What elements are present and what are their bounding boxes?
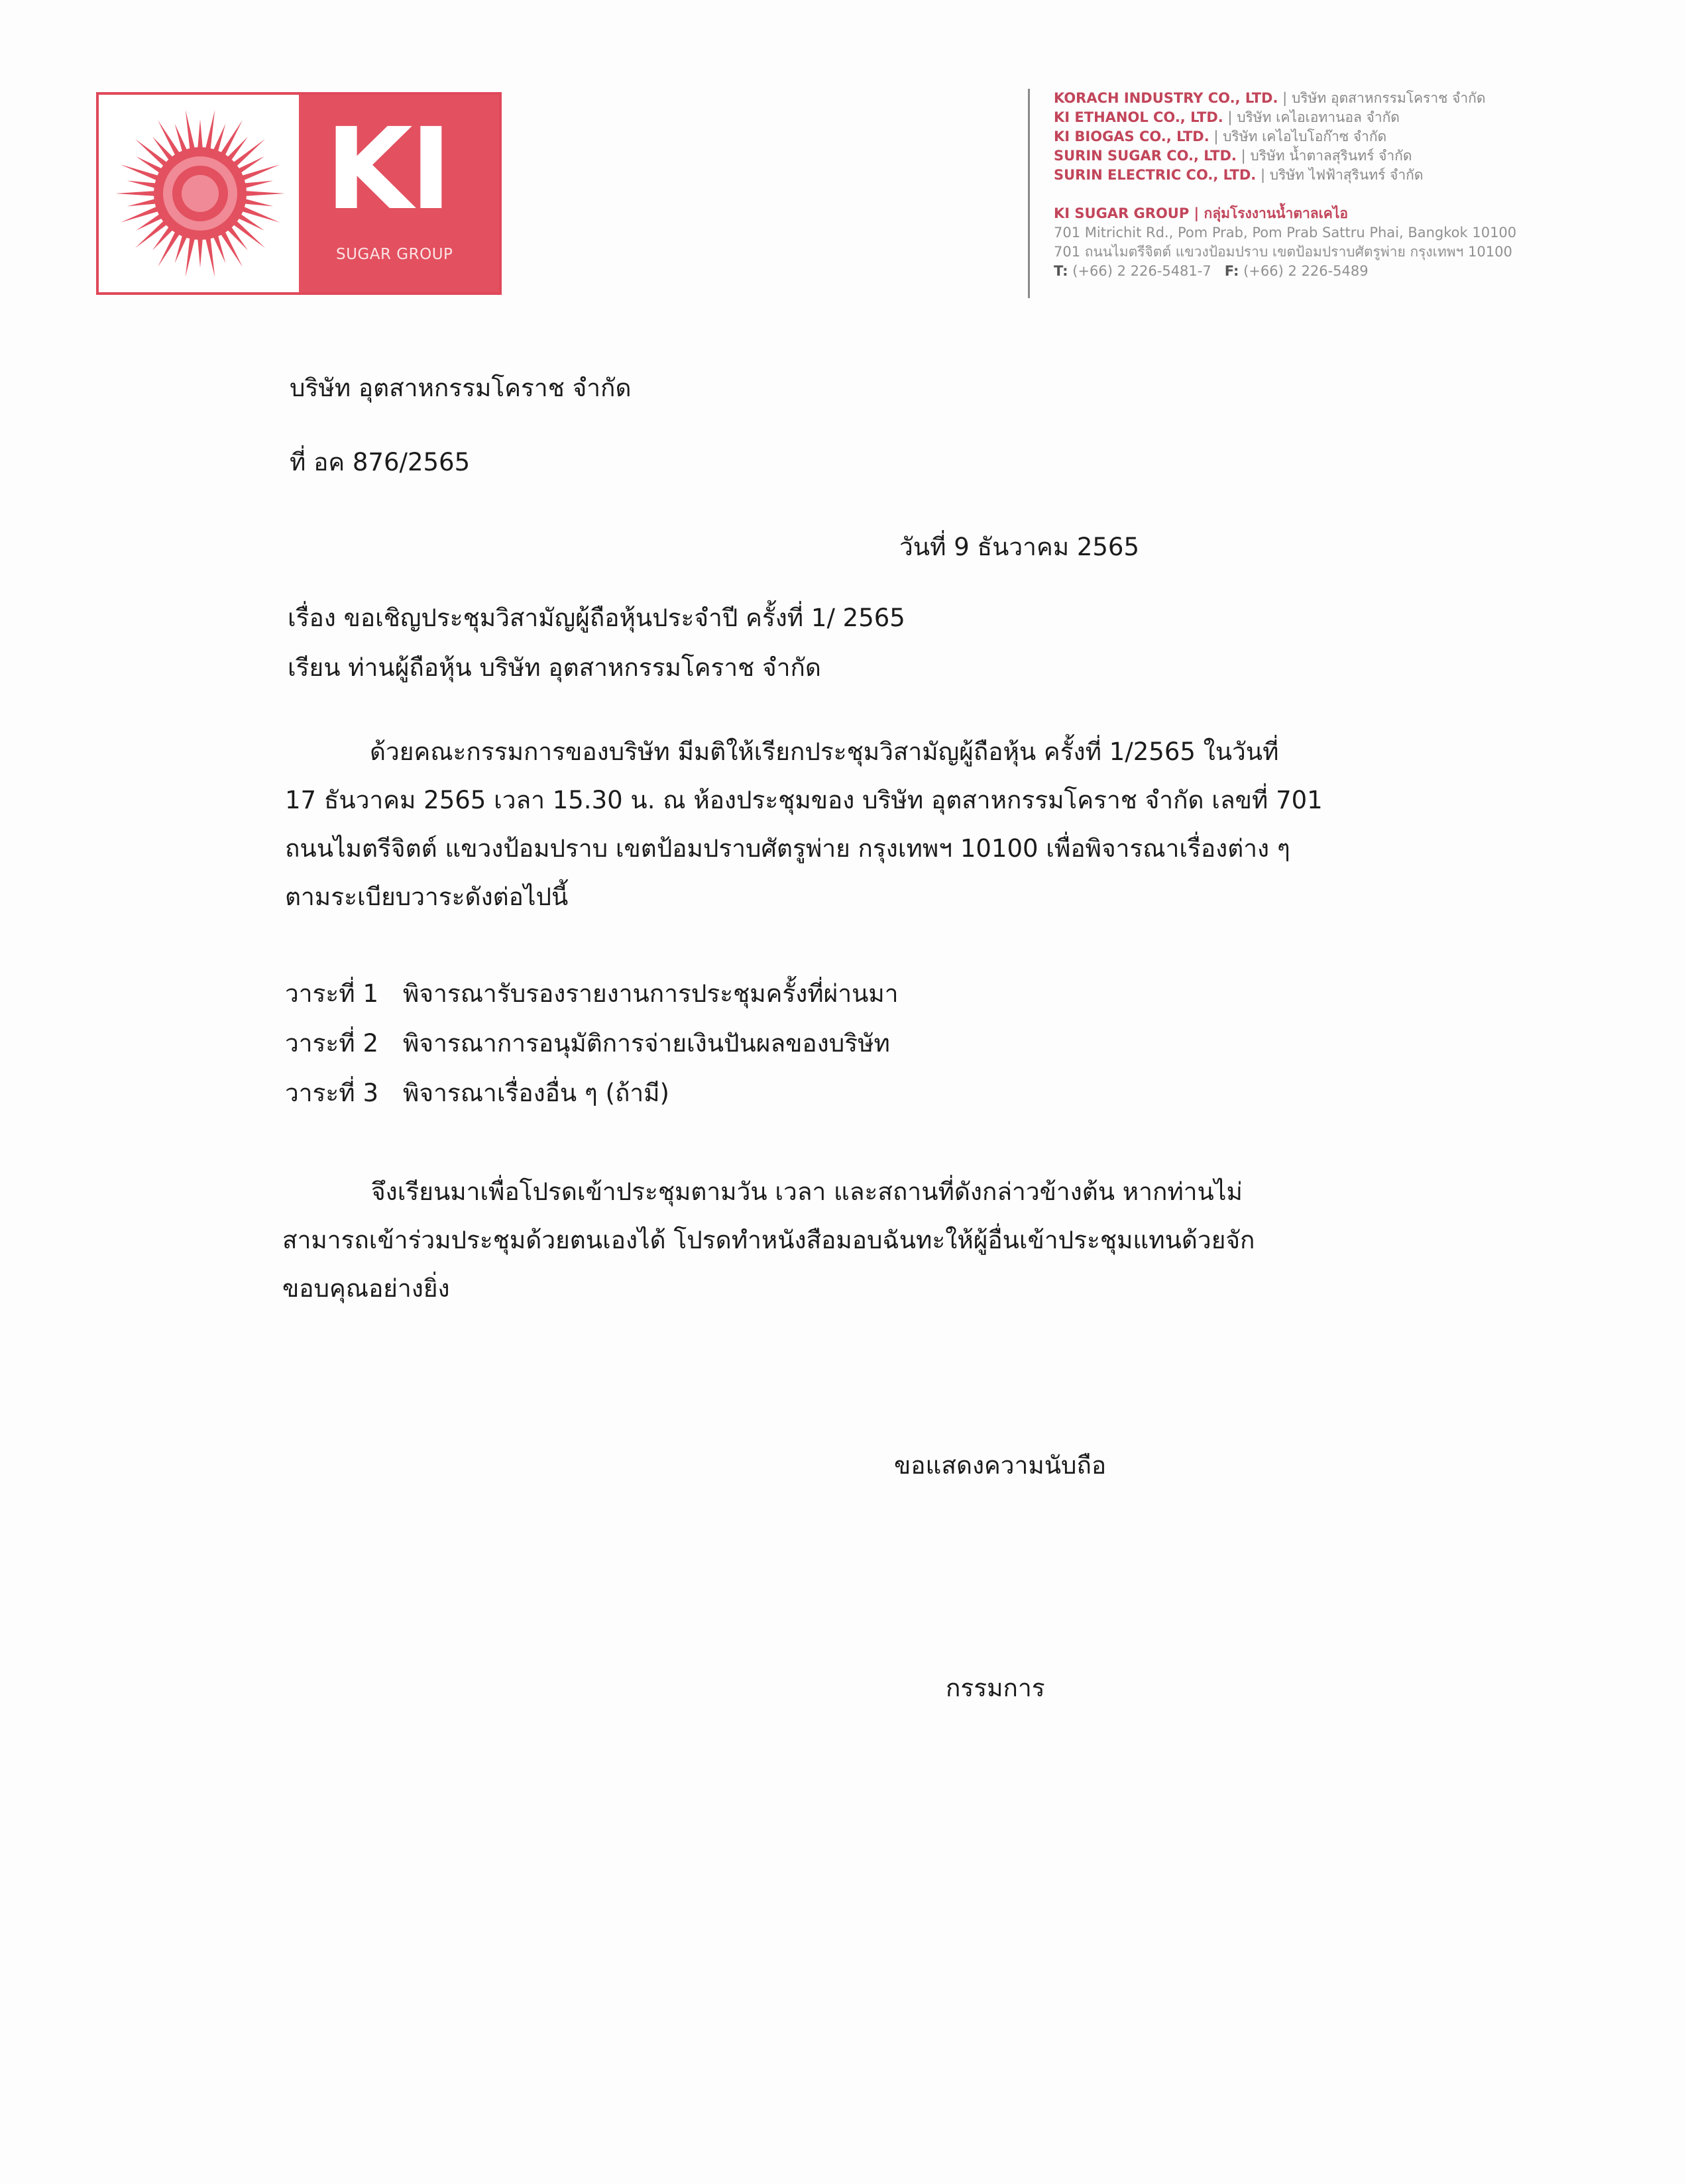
company-name-en: KI ETHANOL CO., LTD. (1054, 109, 1223, 125)
company-name-th: บริษัท เคไอไบโอก๊าซ จำกัด (1223, 129, 1387, 144)
company-name-th: บริษัท อุตสาหกรรมโคราช จำกัด (1291, 90, 1486, 106)
paragraph-line: ขอบคุณอย่างยิ่ง (282, 1274, 450, 1303)
sun-ray (135, 219, 168, 248)
company-line (1054, 166, 1651, 185)
contact-line (1054, 262, 1651, 281)
separator: | (1282, 90, 1292, 106)
address-th: 701 ถนนไมตรีจิตต์ แขวงป้อมปราบ เขตป้อมปราบศัตรูพ่าย กรุงเทพฯ 10100 (1054, 244, 1512, 260)
closing-paragraph (282, 1168, 1396, 1313)
intro-paragraph (285, 728, 1385, 921)
sun-ray (158, 120, 181, 157)
sun-ray (220, 120, 243, 157)
agenda-item (285, 1068, 1213, 1118)
sun-ray (205, 236, 215, 277)
regards: ขอแสดงความนับถือ (894, 1451, 1107, 1480)
letterhead-companies (1028, 89, 1651, 298)
separator: | (1260, 167, 1270, 183)
agenda-text: พิจารณารับรองรายงานการประชุมครั้งที่ผ่านมา (403, 979, 899, 1008)
sun-ray (115, 191, 156, 196)
sender-company: บริษัท อุตสาหกรรมโคราช จำกัด (290, 374, 632, 402)
sun-ray (197, 237, 203, 268)
separator: | (1213, 129, 1223, 144)
agenda-number: วาระที่ 2 (285, 1029, 378, 1058)
company-name-en: SURIN SUGAR CO., LTD. (1054, 148, 1237, 164)
sun-ray (158, 230, 181, 267)
sun-ray (127, 181, 158, 189)
tel-label: T: (1054, 263, 1068, 279)
paragraph-line: สามารถเข้าร่วมประชุมด้วยตนเองได้ โปรดทำหนังสือมอบฉันทะให้ผู้อื่นเข้าประชุมแทนด้วยจัก (282, 1226, 1255, 1254)
group-name: KI SUGAR GROUP | กลุ่มโรงงานน้ำตาลเคไอ (1054, 205, 1349, 221)
address-en: 701 Mitrichit Rd., Pom Prab, Pom Prab Sattru Phai, Bangkok 10100 (1054, 225, 1517, 241)
sun-ray (220, 230, 243, 267)
separator: | (1241, 148, 1251, 164)
sun-ray (244, 191, 285, 196)
paragraph-line: จึงเรียนมาเพื่อโปรดเข้าประชุมตามวัน เวลา และสถานที่ดังกล่าวข้างต้น หากท่านไม่ (371, 1177, 1243, 1206)
agenda-number: วาระที่ 1 (285, 979, 378, 1008)
paragraph-line: ตามระเบียบวาระดังต่อไปนี้ (285, 883, 569, 911)
sun-ray (205, 110, 215, 151)
company-name-en: KI BIOGAS CO., LTD. (1054, 129, 1209, 144)
company-line (1054, 127, 1651, 146)
sun-icon (104, 100, 296, 287)
fax-label: F: (1224, 263, 1239, 279)
sun-ray (243, 199, 273, 207)
sun-ray (232, 139, 265, 168)
agenda-item (285, 969, 1213, 1018)
sun-ray (243, 181, 273, 189)
sun-ray (186, 110, 196, 151)
company-logo (96, 92, 502, 295)
company-name-en: SURIN ELECTRIC CO., LTD. (1054, 167, 1257, 183)
signer-title: กรรมการ (946, 1674, 1045, 1702)
tel-number: (+66) 2 226-5481-7 (1072, 263, 1211, 279)
paragraph-line: ด้วยคณะกรรมการของบริษัท มีมติให้เรียกประชุมวิสามัญผู้ถือหุ้น ครั้งที่ 1/2565 ในวันที่ (370, 737, 1279, 766)
agenda-text: พิจารณาเรื่องอื่น ๆ (ถ้ามี) (403, 1079, 669, 1107)
separator: | (1227, 109, 1237, 125)
agenda-list (285, 969, 1213, 1118)
agenda-text: พิจารณาการอนุมัติการจ่ายเงินปันผลของบริษัท (403, 1029, 890, 1058)
sun-ray (135, 139, 168, 168)
company-name-th: บริษัท ไฟฟ้าสุรินทร์ จำกัด (1269, 167, 1424, 183)
logo-subtitle: SUGAR GROUP (336, 246, 453, 263)
company-name-th: บริษัท น้ำตาลสุรินทร์ จำกัด (1250, 148, 1412, 164)
company-line (1054, 89, 1651, 108)
sun-disc (182, 175, 219, 212)
agenda-item (285, 1018, 1213, 1068)
paragraph-line: ถนนไมตรีจิตต์ แขวงป้อมปราบ เขตป้อมปราบศัตรูพ่าย กรุงเทพฯ 10100 เพื่อพิจารณาเรื่องต่าง ๆ (285, 834, 1290, 863)
reference-number: ที่ อค 876/2565 (290, 448, 471, 476)
sun-ray (127, 199, 158, 207)
fax-number: (+66) 2 226-5489 (1243, 263, 1369, 279)
logo-mark: KI (325, 104, 449, 235)
sun-ray (197, 119, 203, 150)
company-line (1054, 146, 1651, 166)
company-name-en: KORACH INDUSTRY CO., LTD. (1054, 90, 1278, 106)
letter-recipient: เรียน ท่านผู้ถือหุ้น บริษัท อุตสาหกรรมโคราช จำกัด (288, 653, 821, 682)
letter-subject: เรื่อง ขอเชิญประชุมวิสามัญผู้ถือหุ้นประจำปี ครั้งที่ 1/ 2565 (288, 604, 905, 632)
letter-date: วันที่ 9 ธันวาคม 2565 (899, 533, 1140, 561)
agenda-number: วาระที่ 3 (285, 1079, 378, 1107)
paragraph-line: 17 ธันวาคม 2565 เวลา 15.30 น. ณ ห้องประชุมของ บริษัท อุตสาหกรรมโคราช จำกัด เลขที่ 701 (285, 786, 1323, 814)
sun-ray (232, 219, 265, 248)
sun-ray (186, 236, 196, 277)
company-name-th: บริษัท เคไอเอทานอล จำกัด (1237, 109, 1400, 125)
logo-red-panel (299, 95, 499, 292)
company-line (1054, 108, 1651, 127)
